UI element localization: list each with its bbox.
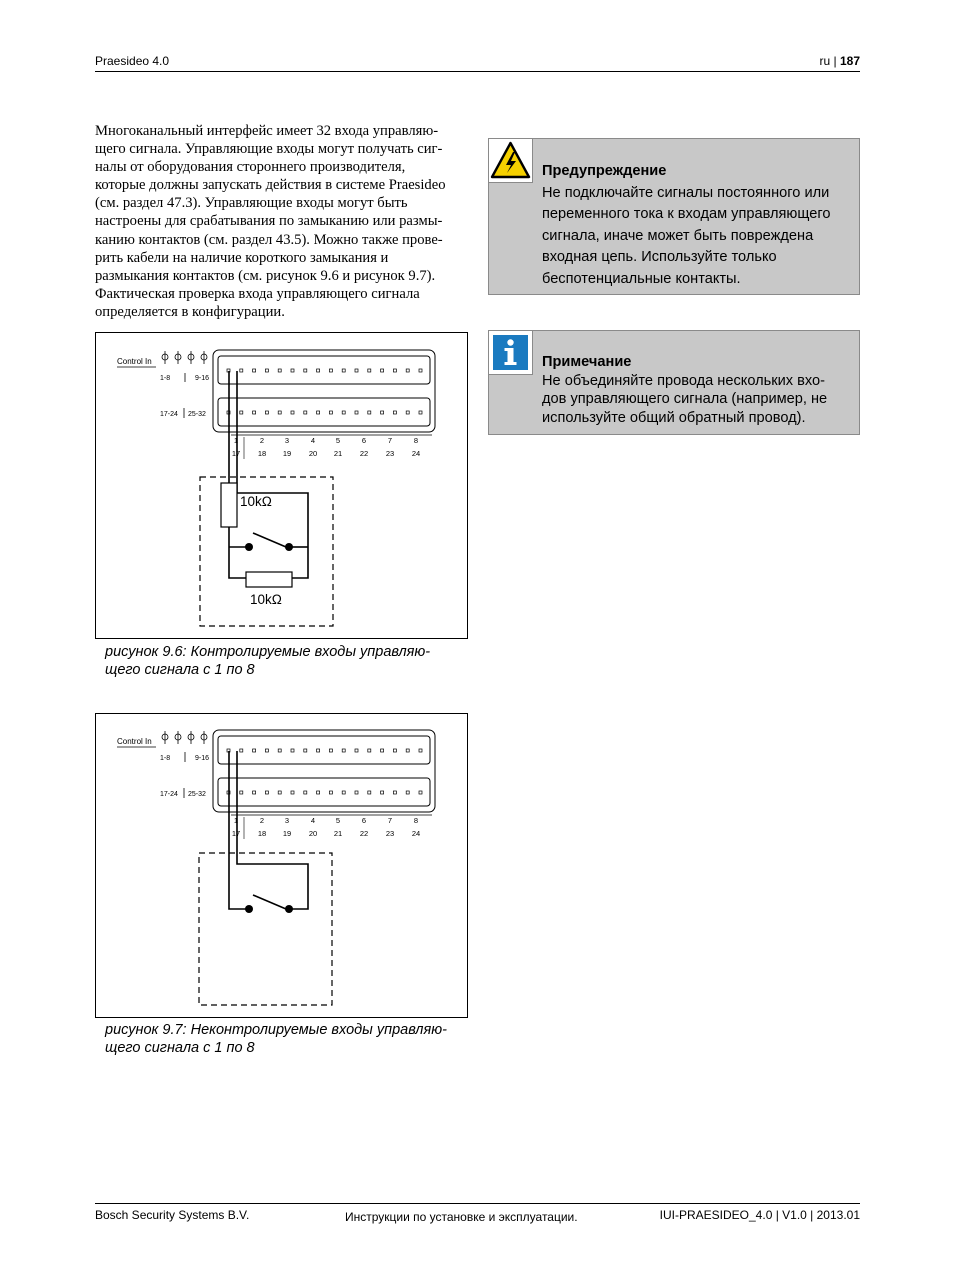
terminal-pin [291,369,294,372]
terminal-pin [393,791,396,794]
fig2-num-top: 5 [335,816,341,825]
caption-line: рисунок 9.7: Неконтролируемые входы управляю- [105,1022,447,1038]
terminal-pin [253,791,256,794]
fig1-num-top: 5 [335,436,341,445]
fig2-range-25-32: 25-32 [188,791,206,798]
terminal-pin [253,749,256,752]
terminal-pin [406,791,409,794]
header-page: ru | 187 [819,54,860,68]
terminal-pin [329,791,332,794]
fig1-switch-icon [245,533,293,551]
fig2-num-bottom: 24 [411,829,421,838]
terminal-pin [381,791,384,794]
terminal-pin [253,411,256,414]
info-icon [489,331,532,374]
header-rule [95,71,860,72]
footer-doc-type: Инструкции по установке и эксплуатации. [345,1210,578,1224]
note-box [488,330,860,435]
note-title: Примечание [542,354,632,370]
terminal-pin [291,791,294,794]
terminal-pin [342,369,345,372]
fig2-num-bottom: 23 [385,829,395,838]
figure-9-7-caption [105,1021,447,1057]
figure-9-6-frame [95,332,468,639]
note-line: Не объединяйте провода нескольких вхо- [542,372,825,389]
terminal-pin [304,749,307,752]
warning-line: входная цепь. Используйте только [542,249,777,265]
figure-9-6-diagram [96,333,467,638]
terminal-pin [265,749,268,752]
terminal-pin [329,749,332,752]
figure-9-7-frame [95,713,468,1018]
fig1-range-1-8: 1-8 [160,375,171,382]
terminal-pin [368,791,371,794]
terminal-pin [419,369,422,372]
terminal-pin [406,749,409,752]
fig2-num-bottom: 18 [257,829,267,838]
terminal-pin [278,411,281,414]
note-line: дов управляющего сигнала (например, не [542,391,828,407]
footer-rule [95,1203,860,1204]
terminal-pin [265,369,268,372]
fig2-num-bottom: 20 [308,829,318,838]
fig1-num-top: 7 [387,436,393,445]
high-voltage-warning-icon [489,139,532,182]
body-line: рить кабели на наличие короткого замыкания и [95,249,389,266]
body-line: настроены для срабатывания по замыканию или размы- [95,213,443,230]
terminal-pin [317,411,320,414]
terminal-pin [304,411,307,414]
warning-box [488,138,860,295]
fig2-num-bottom: 21 [333,829,343,838]
fig1-wiring [229,371,308,578]
terminal-pin [291,411,294,414]
fig2-range-1-8: 1-8 [160,755,171,762]
fig1-num-bottom: 22 [359,449,369,458]
body-line: щего сигнала. Управляющие входы могут получать сиг- [95,141,443,158]
warning-line: сигнала, иначе может быть повреждена [542,227,814,244]
terminal-pin [240,411,243,414]
terminal-pin [265,791,268,794]
terminal-pin [265,411,268,414]
terminal-pin [406,411,409,414]
fig1-num-bottom: 23 [385,449,395,458]
fig1-num-bottom: 21 [333,449,343,458]
terminal-pin [406,369,409,372]
terminal-pin [419,749,422,752]
fig2-connector-symbols-icon [162,731,207,744]
terminal-pin [419,791,422,794]
terminal-pin [393,411,396,414]
fig1-pin-row [227,369,422,414]
terminal-pin [355,411,358,414]
fig1-resistor-1 [221,483,237,527]
terminal-pin [317,749,320,752]
terminal-pin [304,369,307,372]
terminal-pin [240,791,243,794]
body-line: Многоканальный интерфейс имеет 32 входа управляю- [95,123,439,139]
terminal-pin [419,411,422,414]
fig2-terminal-numbers [232,816,420,838]
warning-line: переменного тока к входам управляющего [542,206,831,222]
terminal-pin [317,791,320,794]
fig2-num-top: 7 [387,816,393,825]
terminal-pin [368,749,371,752]
terminal-pin [355,791,358,794]
terminal-pin [278,369,281,372]
fig1-num-bottom: 24 [411,449,421,458]
terminal-pin [355,749,358,752]
caption-line: щего сигнала с 1 по 8 [105,662,255,678]
fig2-external-circuit-box [199,853,332,1005]
terminal-pin [355,369,358,372]
fig1-num-bottom: 17 [231,449,241,458]
fig2-terminal-block [213,730,435,812]
terminal-pin [342,791,345,794]
header-lang: ru [819,54,831,68]
fig2-num-bottom: 22 [359,829,369,838]
fig1-resistor-1-label: 10kΩ [240,494,272,509]
figure-9-7-diagram [96,714,467,1017]
terminal-pin [291,749,294,752]
terminal-pin [304,791,307,794]
fig1-num-bottom: 18 [257,449,267,458]
terminal-pin [381,411,384,414]
fig1-connector-symbols-icon [162,351,207,364]
fig2-num-bottom: 17 [231,829,241,838]
terminal-pin [253,369,256,372]
footer-doc-id: IUI-PRAESIDEO_4.0 | V1.0 | 2013.01 [659,1208,860,1222]
terminal-pin [278,749,281,752]
body-line: (см. раздел 47.3). Управляющие входы могут быть [95,195,408,212]
warning-icon-box [489,139,533,183]
body-line: налы от оборудования стороннего производителя, [95,159,406,176]
body-line: размыкания контактов (см. рисунок 9.6 и рисунок 9.7). [95,267,436,284]
terminal-pin [393,369,396,372]
terminal-pin [368,411,371,414]
fig2-num-top: 6 [361,816,367,825]
fig2-wiring [229,751,308,909]
body-paragraph [95,122,475,321]
fig1-num-top: 1 [233,436,239,445]
header-page-number: 187 [839,54,860,68]
fig2-num-top: 4 [310,816,316,825]
fig2-range-9-16: 9-16 [195,755,210,762]
terminal-pin [329,411,332,414]
fig1-terminal-numbers [232,436,420,458]
fig1-range-9-16: 9-16 [195,375,210,382]
fig1-range-17-24: 17-24 [160,411,178,418]
fig2-num-top: 8 [413,816,419,825]
fig1-num-top: 4 [310,436,316,445]
fig1-num-top: 8 [413,436,419,445]
fig1-num-top: 3 [284,436,290,445]
figure-9-6-caption [105,643,430,679]
fig1-control-in-label: Control In [117,357,152,366]
fig1-resistor-2-label: 10kΩ [250,592,282,607]
fig2-switch-icon [245,895,293,913]
fig2-num-top: 1 [233,816,239,825]
fig1-num-bottom: 19 [282,449,292,458]
footer-company: Bosch Security Systems B.V. [95,1208,250,1222]
terminal-pin [240,369,243,372]
terminal-pin [381,749,384,752]
fig1-terminal-block [213,350,435,432]
warning-title: Предупреждение [542,163,667,179]
header-product: Praesideo 4.0 [95,54,170,68]
caption-line: щего сигнала с 1 по 8 [105,1040,255,1056]
terminal-pin [368,369,371,372]
fig2-num-bottom: 19 [282,829,292,838]
warning-line: беспотенциальные контакты. [542,270,741,287]
terminal-pin [329,369,332,372]
body-line: Фактическая проверка входа управляющего сигнала [95,285,420,302]
body-line: определяется в конфигурации. [95,303,285,320]
caption-line: рисунок 9.6: Контролируемые входы управляю- [105,644,431,660]
fig2-num-top: 3 [284,816,290,825]
fig1-num-top: 2 [259,436,265,445]
terminal-pin [342,411,345,414]
fig2-range-17-24: 17-24 [160,791,178,798]
warning-line: Не подключайте сигналы постоянного или [542,184,830,201]
body-line: которые должны запускать действия в системе Praesideo [95,177,446,194]
fig1-num-top: 6 [361,436,367,445]
note-line: используйте общий обратный провод). [542,409,806,426]
fig2-pin-row [227,749,422,794]
note-icon-box [489,331,533,375]
terminal-pin [381,369,384,372]
terminal-pin [342,749,345,752]
fig1-resistor-2 [246,572,292,587]
terminal-pin [393,749,396,752]
terminal-pin [278,791,281,794]
terminal-pin [317,369,320,372]
body-line: канию контактов (см. раздел 43.5). Можно также прове- [95,231,443,248]
terminal-pin [240,749,243,752]
fig1-num-bottom: 20 [308,449,318,458]
fig1-range-25-32: 25-32 [188,411,206,418]
fig2-num-top: 2 [259,816,265,825]
fig2-control-in-label: Control In [117,737,152,746]
